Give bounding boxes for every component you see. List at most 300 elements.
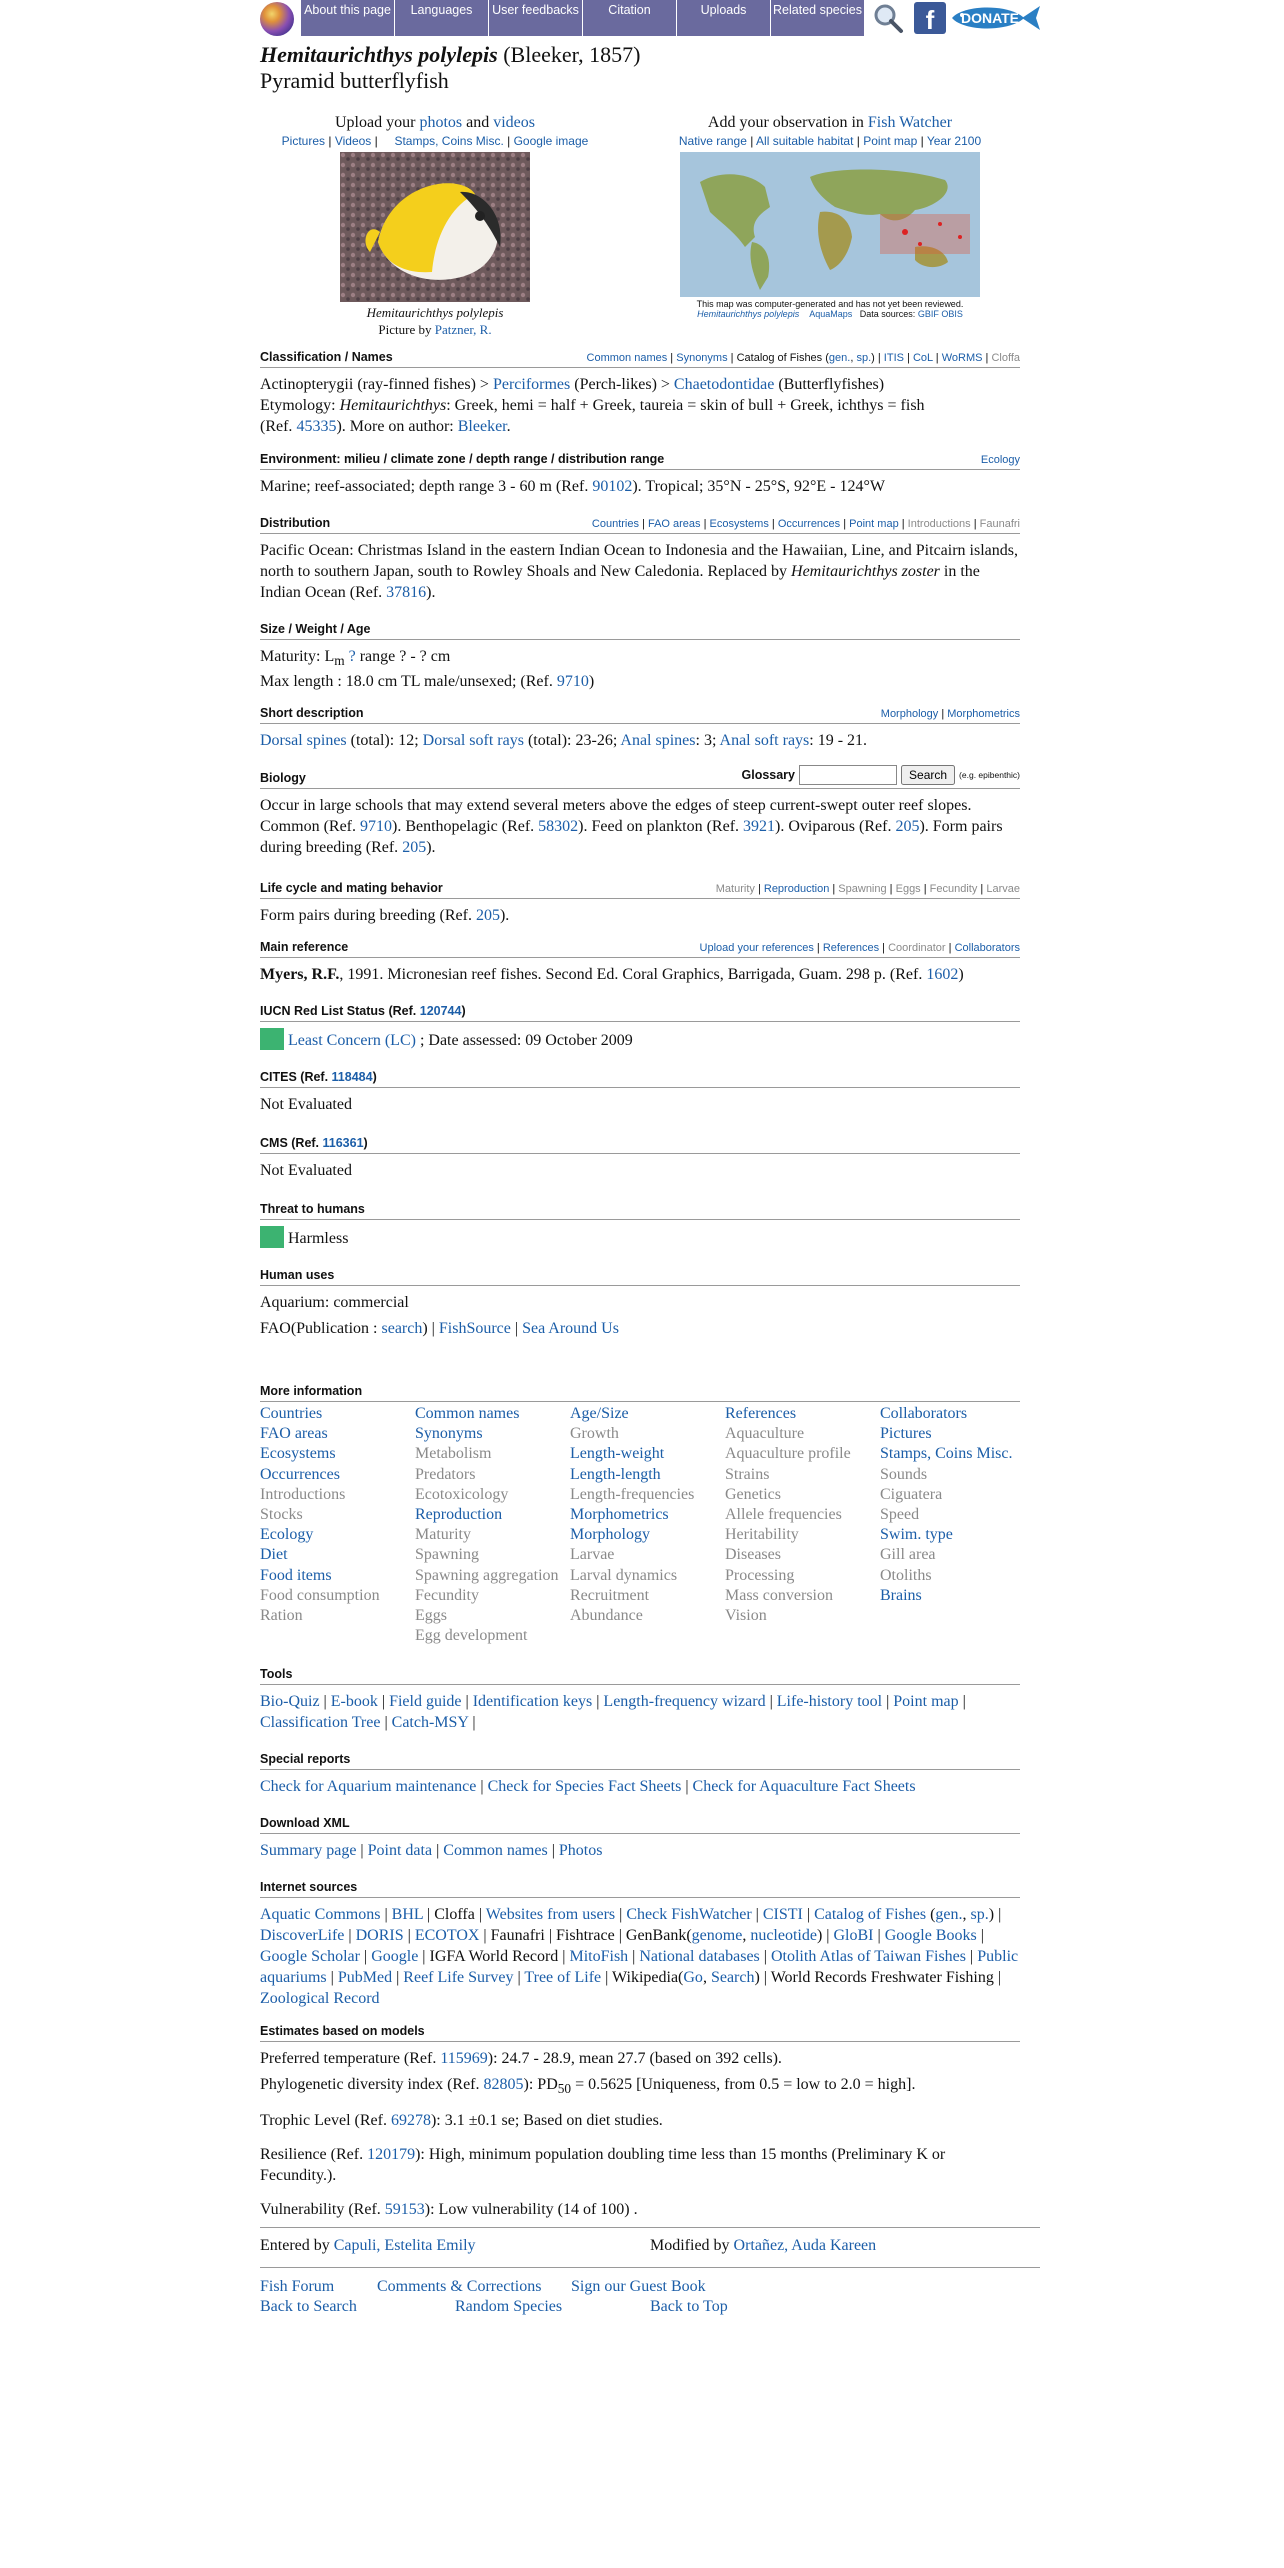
check-for-aquaculture-fact-sheets-link[interactable]: Check for Aquaculture Fact Sheets	[692, 1778, 916, 1795]
genbank-link: GenBank	[625, 1927, 687, 1944]
more-info-heritability: Heritability	[725, 1526, 799, 1544]
cms-title-post: )	[363, 1136, 368, 1150]
point-map-link[interactable]: Point map	[893, 1693, 959, 1710]
life-history-tool-link[interactable]: Life-history tool	[776, 1693, 883, 1710]
national-databases-link[interactable]: National databases	[639, 1948, 760, 1965]
environment-text-post: ). Tropical; 35°N - 25°S, 92°E - 124°W	[632, 478, 886, 495]
biology-text-2: ). Benthopelagic (Ref.	[392, 818, 539, 835]
stamps-link[interactable]: Stamps, Coins Misc.	[394, 134, 504, 148]
year-2100-link[interactable]: Year 2100	[926, 134, 982, 148]
bio-quiz-link[interactable]: Bio-Quiz	[260, 1693, 320, 1710]
more-info-sounds: Sounds	[880, 1465, 928, 1483]
more-info-brains[interactable]: Brains	[880, 1586, 922, 1604]
more-information-section	[260, 1384, 1020, 1646]
environment-text: Marine; reef-associated; depth range 3 - 60 m (Ref.	[260, 478, 593, 495]
identification-keys-link[interactable]: Identification keys	[472, 1693, 593, 1710]
ref-90102-link[interactable]: 90102	[592, 478, 633, 495]
separator: |	[461, 1693, 473, 1710]
fishbase-logo-icon[interactable]	[260, 2, 294, 36]
more-info-fecundity: Fecundity	[415, 1586, 479, 1604]
tools-section	[260, 1667, 1020, 1733]
more-info-fao-areas[interactable]: FAO areas	[260, 1425, 328, 1443]
internet-sources-title: Internet sources	[260, 1880, 358, 1894]
biology-text-5: ). Form pairs during breeding (Ref.	[260, 818, 1003, 856]
main-reference-title: Main reference	[260, 940, 349, 954]
separator: |	[882, 1693, 894, 1710]
eggs-label: Eggs	[895, 883, 921, 895]
resilience-post: ): High, minimum population doubling time less than 15 months (Preliminary K or Fecundity.).	[260, 2146, 946, 2185]
separator: )	[816, 1927, 823, 1944]
more-info-otoliths: Otoliths	[880, 1566, 932, 1584]
donate-button[interactable]	[950, 2, 1042, 34]
more-info-gill-area: Gill area	[880, 1546, 936, 1564]
more-info-growth: Growth	[570, 1425, 619, 1443]
more-info-larval-dynamics: Larval dynamics	[570, 1566, 678, 1584]
more-info-morphology[interactable]: Morphology	[570, 1526, 650, 1544]
facebook-icon[interactable]: f	[914, 2, 946, 34]
public-aquariums-link[interactable]: Public aquariums	[260, 1948, 1019, 1986]
classification-body	[260, 374, 1020, 437]
wikipedia-go-link[interactable]: Go	[683, 1969, 703, 1986]
iucn-title	[260, 1004, 466, 1018]
point-data-link[interactable]: Point data	[367, 1842, 433, 1859]
tools-title: Tools	[260, 1667, 293, 1681]
scientific-name: Hemitaurichthys polylepis	[260, 42, 498, 67]
separator: |	[344, 1927, 356, 1944]
fao-pre: FAO(Publication :	[260, 1320, 382, 1337]
bhl-link[interactable]: BHL	[391, 1906, 424, 1923]
max-length-end: )	[588, 673, 595, 691]
lifecycle-section: Life cycle and mating behavior Maturity | Reproduction | Spawning | Eggs | Fecundity | Larvae Form pairs during breeding (Ref. 205).	[260, 881, 1020, 924]
google-scholar-link[interactable]: Google Scholar	[260, 1948, 360, 1965]
separator: |	[628, 1948, 640, 1965]
doris-link[interactable]: DORIS	[355, 1927, 404, 1944]
guest-book-link[interactable]: Sign our Guest Book	[571, 2278, 706, 2295]
footer-divider-2	[260, 2267, 1040, 2268]
separator: |	[423, 1906, 435, 1923]
ref-45335-link[interactable]: 45335	[296, 418, 337, 435]
class-text: Actinopterygii (ray-finned fishes) >	[260, 376, 493, 393]
separator: |	[994, 1906, 1002, 1923]
more-info-spawning: Spawning	[415, 1546, 479, 1564]
spawning-label: Spawning	[838, 883, 887, 895]
separator: |	[432, 1842, 444, 1859]
order-common: (Perch-likes) >	[570, 376, 674, 393]
summary-page-link[interactable]: Summary page	[260, 1842, 357, 1859]
morphometrics-link[interactable]: Morphometrics	[947, 708, 1020, 720]
ecotox-link[interactable]: ECOTOX	[414, 1927, 480, 1944]
anal-spines-value: : 3;	[695, 732, 720, 749]
tab-user-feedbacks[interactable]: User feedbacks	[488, 0, 582, 36]
more-info-ecotoxicology: Ecotoxicology	[415, 1485, 509, 1503]
more-info-genetics: Genetics	[725, 1485, 781, 1503]
map-note: This map was computer-generated and has not yet been reviewed.	[696, 299, 964, 309]
temp-post: ): 24.7 - 28.9, mean 27.7 (based on 392 cells).	[487, 2050, 782, 2067]
maturity-label-lc: Maturity	[715, 883, 755, 895]
more-info-speed: Speed	[880, 1506, 920, 1524]
short-description-title: Short description	[260, 706, 364, 720]
more-info-synonyms[interactable]: Synonyms	[415, 1425, 483, 1443]
separator: |	[547, 1842, 559, 1859]
more-info-metabolism: Metabolism	[415, 1445, 492, 1463]
more-info-column	[570, 1404, 725, 1646]
common-name: Pyramid butterflyfish	[260, 68, 449, 93]
ecosystems-link[interactable]: Ecosystems	[709, 518, 769, 530]
ref-1602-link[interactable]: 1602	[926, 966, 959, 983]
common-names-link[interactable]: Common names	[586, 352, 668, 364]
catalog-label: Catalog of Fishes (	[736, 352, 829, 364]
pd-mid: ): PD	[523, 2076, 558, 2093]
internet-cof-sp-link[interactable]: sp.	[970, 1906, 989, 1923]
more-info-ration: Ration	[260, 1607, 303, 1625]
catch-msy-link[interactable]: Catch-MSY	[391, 1714, 469, 1731]
reef-life-survey-link[interactable]: Reef Life Survey	[403, 1969, 514, 1986]
more-info-age-size[interactable]: Age/Size	[570, 1405, 629, 1422]
bio-ref-9710-link[interactable]: 9710	[360, 818, 392, 835]
common-names-link[interactable]: Common names	[443, 1842, 548, 1859]
point-map-dist-link[interactable]: Point map	[849, 518, 899, 530]
google-image-link[interactable]: Google image	[513, 134, 589, 148]
zoological-record-link[interactable]: Zoological Record	[260, 1990, 380, 2007]
lifecycle-text: Form pairs during breeding (Ref.	[260, 907, 476, 924]
cms-section	[260, 1136, 1020, 1181]
separator: ,	[742, 1927, 751, 1944]
cites-text: Not Evaluated	[260, 1096, 352, 1113]
catalog-of-fishes-link[interactable]: Catalog of Fishes	[814, 1906, 927, 1923]
map-species-link[interactable]	[697, 309, 799, 319]
more-information-title: More information	[260, 1384, 363, 1398]
cms-text: Not Evaluated	[260, 1162, 352, 1179]
add-observation-text: Add your observation in	[707, 114, 868, 131]
separator: |	[802, 1906, 815, 1923]
distribution-map[interactable]	[680, 152, 980, 297]
glossary-search-button[interactable]: Search	[901, 765, 955, 785]
native-range-link[interactable]: Native range	[678, 134, 747, 148]
more-info-stocks: Stocks	[260, 1506, 303, 1524]
donate-label: DONATE	[960, 10, 1020, 26]
maturity-link[interactable]: ?	[348, 648, 356, 665]
check-for-species-fact-sheets-link[interactable]: Check for Species Fact Sheets	[487, 1778, 682, 1795]
photos-link[interactable]: Photos	[558, 1842, 603, 1859]
bio-ref-58302-link[interactable]: 58302	[538, 818, 579, 835]
more-info-stamps-coins-misc[interactable]: Stamps, Coins Misc.	[880, 1445, 1013, 1463]
bio-ref-3921-link[interactable]: 3921	[743, 818, 776, 835]
e-book-link[interactable]: E-book	[330, 1693, 378, 1710]
ref-116361-link[interactable]: 116361	[322, 1136, 364, 1150]
least-concern-link[interactable]: Least Concern (LC)	[288, 1032, 416, 1049]
worms-link[interactable]: WoRMS	[941, 352, 983, 364]
classification-tree-link[interactable]: Classification Tree	[260, 1714, 381, 1731]
more-info-food-items[interactable]: Food items	[260, 1566, 332, 1584]
species-photo[interactable]	[340, 152, 530, 302]
separator: |	[377, 1693, 390, 1710]
fao-areas-link[interactable]: FAO areas	[647, 518, 701, 530]
tools-list	[260, 1691, 1020, 1733]
more-info-pictures[interactable]: Pictures	[880, 1425, 932, 1443]
photos-link[interactable]: photos	[419, 114, 463, 131]
igfa-world-record-link: IGFA World Record	[429, 1948, 559, 1965]
websites-from-users-link[interactable]: Websites from users	[485, 1906, 616, 1923]
tab-languages[interactable]: Languages	[394, 0, 488, 36]
distribution-section: Distribution Countries | FAO areas | Ecosystems | Occurrences | Point map | Introductions | Faunafri Pacific Ocean: Christmas Island in the eastern Indian Ocean to Indonesia and the Hawaiian, Line, and Pitcairn islands, north to southern Japan, south to Rowley Shoals and New Caledonia. Replaced by Hemitaurichthys zoster in the Indian Ocean (Ref. 37816).	[260, 516, 1020, 601]
bio-ref-205b-link[interactable]: 205	[402, 839, 427, 856]
more-info-eggs: Eggs	[415, 1607, 447, 1625]
more-info-countries[interactable]: Countries	[260, 1405, 323, 1422]
maturity-range: range ? - ? cm	[355, 648, 451, 665]
more-info-diet[interactable]: Diet	[260, 1546, 288, 1564]
videos-sub-link[interactable]: Videos	[334, 134, 372, 148]
internet-cof-gen-link[interactable]: gen.	[935, 1906, 963, 1923]
anal-soft-rays-link[interactable]: Anal soft rays	[719, 732, 810, 749]
paren-close: )	[871, 352, 875, 364]
ref-82805-link[interactable]: 82805	[483, 2076, 524, 2093]
itis-link[interactable]: ITIS	[883, 352, 904, 364]
separator: |	[759, 1948, 771, 1965]
iucn-status-swatch	[260, 1028, 284, 1050]
map-species-name: Hemitaurichthys polylepis	[697, 309, 800, 319]
separator: |	[822, 1927, 834, 1944]
ref-author: Myers, R.F.	[260, 966, 340, 983]
human-uses-title: Human uses	[260, 1268, 335, 1282]
ecology-link[interactable]: Ecology	[980, 454, 1020, 466]
separator: |	[765, 1693, 777, 1710]
download-xml-section	[260, 1816, 1020, 1861]
more-info-reproduction[interactable]: Reproduction	[415, 1506, 503, 1524]
short-description-section: Short description Morphology | Morphometrics Dorsal spines (total): 12; Dorsal soft rays (total): 23-26; Anal spines: 3; Anal soft rays: 19 - 21.	[260, 706, 1020, 749]
point-map-link[interactable]: Point map	[863, 134, 918, 148]
tab-uploads[interactable]: Uploads	[676, 0, 770, 36]
more-info-ecology[interactable]: Ecology	[260, 1526, 314, 1544]
download-xml-list	[260, 1840, 1020, 1861]
separator: |	[993, 1969, 1002, 1986]
wikipedia-search-link[interactable]: Search	[710, 1969, 755, 1986]
more-info-morphometrics[interactable]: Morphometrics	[570, 1506, 669, 1524]
map-panel: Add your observation in Fish Watcher Native range | All suitable habitat | Point map | Year 2100 This map was computer-generated and has not yet been reviewed. Hemitaurichthys polylepis AquaMaps Data sources: GBIF OBIS	[660, 113, 1000, 319]
more-info-allele-frequencies: Allele frequencies	[725, 1506, 842, 1524]
more-info-introductions: Introductions	[260, 1485, 346, 1503]
species-title	[260, 42, 640, 94]
cisti-link[interactable]: CISTI	[762, 1906, 803, 1923]
world-records-freshwater-fishing-link: World Records Freshwater Fishing	[770, 1969, 994, 1986]
ref-9710-link[interactable]: 9710	[556, 673, 589, 691]
cof-gen-link[interactable]: gen.	[828, 352, 851, 364]
comments-link[interactable]: Comments & Corrections	[377, 2278, 542, 2295]
more-info-vision: Vision	[725, 1607, 767, 1625]
gbif-obis-link[interactable]: GBIF OBIS	[917, 309, 963, 319]
entered-by-label: Entered by	[260, 2237, 334, 2254]
tab-citation[interactable]: Citation	[582, 0, 676, 36]
more-info-column	[725, 1404, 880, 1646]
occurrences-link[interactable]: Occurrences	[777, 518, 841, 530]
special-reports-title: Special reports	[260, 1752, 351, 1766]
genbank-genome-link[interactable]: genome	[691, 1927, 743, 1944]
and-text: and	[462, 114, 494, 131]
random-species-link[interactable]: Random Species	[455, 2298, 563, 2315]
faunafri-label: Faunafri	[979, 518, 1020, 530]
more-info-aquaculture-profile: Aquaculture profile	[725, 1445, 851, 1463]
separator: |	[380, 1714, 392, 1731]
lc-ref-205-link[interactable]: 205	[475, 907, 500, 924]
download-xml-title: Download XML	[260, 1816, 350, 1830]
aquatic-commons-link[interactable]: Aquatic Commons	[260, 1906, 381, 1923]
biology-title: Biology	[260, 771, 306, 785]
cites-title	[260, 1070, 377, 1084]
special-reports-section	[260, 1752, 1020, 1797]
back-to-search-link[interactable]: Back to Search	[260, 2298, 357, 2315]
reproduction-link[interactable]: Reproduction	[763, 883, 830, 895]
countries-link[interactable]: Countries	[591, 518, 639, 530]
suitable-habitat-link[interactable]: All suitable habitat	[756, 134, 854, 148]
coordinator-label: Coordinator	[888, 942, 946, 954]
dorsal-soft-rays-value: (total): 23-26;	[523, 732, 621, 749]
ref-115969-link[interactable]: 115969	[440, 2050, 488, 2067]
threat-title: Threat to humans	[260, 1202, 365, 1216]
data-sources-label: Data sources:	[859, 309, 916, 319]
anal-spines-link[interactable]: Anal spines	[620, 732, 696, 749]
more-info-length-frequencies: Length-frequencies	[570, 1485, 695, 1503]
size-title: Size / Weight / Age	[260, 622, 371, 636]
cof-sp-link[interactable]: sp.	[856, 352, 872, 364]
order-link[interactable]: Perciformes	[492, 376, 571, 393]
photo-caption: Hemitaurichthys polylepis	[366, 305, 504, 320]
modified-by-link[interactable]: Ortañez, Auda Kareen	[733, 2237, 877, 2254]
separator: |	[558, 1948, 570, 1965]
discoverlife-link[interactable]: DiscoverLife	[260, 1927, 345, 1944]
more-info-column	[415, 1404, 570, 1646]
more-info-processing: Processing	[725, 1566, 795, 1584]
ref-69278-link[interactable]: 69278	[390, 2112, 431, 2130]
more-info-length-length[interactable]: Length-length	[570, 1465, 661, 1483]
human-uses-text: Aquarium: commercial	[260, 1294, 409, 1311]
more-info-collaborators[interactable]: Collaborators	[880, 1405, 968, 1422]
fish-watcher-link[interactable]: Fish Watcher	[867, 114, 953, 131]
environment-title: Environment: milieu / climate zone / depth range / distribution range	[260, 452, 665, 466]
col-link[interactable]: CoL	[912, 352, 933, 364]
bio-ref-205a-link[interactable]: 205	[895, 818, 920, 835]
separator: |	[614, 1927, 626, 1944]
etymology-genus: Hemitaurichthys	[339, 397, 447, 414]
mitofish-link[interactable]: MitoFish	[569, 1948, 629, 1965]
ref-37816-link[interactable]: 37816	[386, 584, 427, 601]
ref-120744-link[interactable]: 120744	[419, 1004, 462, 1018]
more-info-ecosystems[interactable]: Ecosystems	[260, 1445, 336, 1463]
separator: |	[476, 1778, 488, 1795]
fish-forum-link[interactable]: Fish Forum	[260, 2278, 335, 2295]
family-link[interactable]: Chaetodontidae	[673, 376, 775, 393]
separator: |	[468, 1714, 476, 1731]
zoster-name: Hemitaurichthys zoster	[791, 563, 940, 580]
check-for-aquarium-maintenance-link[interactable]: Check for Aquarium maintenance	[260, 1778, 477, 1795]
more-info-occurrences[interactable]: Occurrences	[260, 1465, 340, 1483]
upload-references-link[interactable]: Upload your references	[699, 942, 814, 954]
separator: ,	[962, 1906, 971, 1923]
maturity-label: Maturity: L	[260, 648, 335, 665]
internet-sources-list	[260, 1904, 1020, 2009]
more-info-swim-type[interactable]: Swim. type	[880, 1526, 953, 1544]
etymology-text: : Greek, hemi = half + Greek, taureia = skin of bull + Greek, ichthys = fish	[446, 397, 925, 414]
morphology-link[interactable]: Morphology	[880, 708, 939, 720]
separator: |	[544, 1927, 557, 1944]
human-sep: |	[510, 1320, 523, 1337]
videos-link[interactable]: videos	[493, 114, 535, 131]
cms-title	[260, 1136, 368, 1150]
pubmed-link[interactable]: PubMed	[337, 1969, 393, 1986]
dorsal-soft-rays-link[interactable]: Dorsal soft rays	[422, 732, 524, 749]
separator: |	[326, 1969, 338, 1986]
separator: |	[513, 1969, 525, 1986]
separator: )	[988, 1906, 995, 1923]
more-info-length-weight[interactable]: Length-weight	[570, 1445, 665, 1463]
more-info-references[interactable]: References	[725, 1405, 797, 1422]
tab-about[interactable]: About this page	[300, 0, 394, 36]
dorsal-spines-link[interactable]: Dorsal spines	[260, 732, 347, 749]
max-length: Max length : 18.0 cm TL male/unsexed; (Ref.	[260, 673, 557, 691]
search-icon[interactable]	[872, 2, 904, 34]
cites-title-post: )	[372, 1070, 377, 1084]
length-frequency-wizard-link[interactable]: Length-frequency wizard	[603, 1693, 766, 1710]
google-books-link[interactable]: Google Books	[884, 1927, 977, 1944]
fishsource-link[interactable]: FishSource	[438, 1320, 511, 1337]
family-common: (Butterflyfishes)	[774, 376, 885, 393]
ref-59153-link[interactable]: 59153	[384, 2201, 425, 2219]
glossary-input[interactable]	[799, 765, 897, 785]
synonyms-link[interactable]: Synonyms	[676, 352, 728, 364]
tab-related-species[interactable]: Related species	[770, 0, 864, 36]
ref-118484-link[interactable]: 118484	[331, 1070, 373, 1084]
maturity-sub: m	[334, 653, 345, 669]
back-to-top-link[interactable]: Back to Top	[650, 2298, 728, 2315]
fecundity-label: Fecundity	[929, 883, 978, 895]
estimates-title: Estimates based on models	[260, 2024, 425, 2038]
biology-text-1: Occur in large schools that may extend several meters above the edges of steep current-swept outer reef slopes. Common (Ref.	[260, 797, 972, 835]
vulnerability-pre: Vulnerability (Ref.	[260, 2201, 385, 2219]
pictures-link[interactable]: Pictures	[281, 134, 326, 148]
check-fishwatcher-link[interactable]: Check FishWatcher	[626, 1906, 752, 1923]
cloffa-label: Cloffa	[991, 352, 1020, 364]
bleeker-link[interactable]: Bleeker	[457, 418, 507, 435]
otolith-atlas-of-taiwan-fishes-link[interactable]: Otolith Atlas of Taiwan Fishes	[770, 1948, 967, 1965]
ref-120179-link[interactable]: 120179	[367, 2146, 416, 2164]
field-guide-link[interactable]: Field guide	[389, 1693, 462, 1710]
more-info-ciguatera: Ciguatera	[880, 1485, 943, 1503]
separator: (	[686, 1927, 692, 1944]
sea-around-us-link[interactable]: Sea Around Us	[522, 1320, 619, 1337]
ref-text: , 1991. Micronesian reef fishes. Second Ed. Coral Graphics, Barrigada, Guam. 298 p. (Ref.	[339, 966, 927, 983]
google-link[interactable]: Google	[371, 1948, 419, 1965]
aquamaps-link[interactable]: AquaMaps	[809, 309, 853, 319]
temp-pre: Preferred temperature (Ref.	[260, 2050, 441, 2067]
vulnerability-post: ): Low vulnerability (14 of 100) .	[424, 2201, 638, 2219]
separator: |	[966, 1948, 978, 1965]
references-link[interactable]: References	[822, 942, 880, 954]
genbank-nucleotide-link[interactable]: nucleotide	[750, 1927, 817, 1944]
threat-text: Harmless	[288, 1230, 349, 1247]
separator: |	[592, 1693, 604, 1710]
photographer-link[interactable]: Patzner, R.	[434, 322, 492, 337]
resilience-pre: Resilience (Ref.	[260, 2146, 368, 2164]
biology-text-3: ). Feed on plankton (Ref.	[578, 818, 744, 835]
harmless-swatch	[260, 1226, 284, 1248]
tree-of-life-link[interactable]: Tree of Life	[524, 1969, 602, 1986]
fao-search-link[interactable]: search	[381, 1320, 423, 1337]
separator: (	[926, 1906, 936, 1923]
collaborators-link[interactable]: Collaborators	[954, 942, 1020, 954]
cms-title-pre: CMS (Ref.	[260, 1136, 323, 1150]
globi-link[interactable]: GloBI	[833, 1927, 874, 1944]
entered-by-link[interactable]: Capuli, Estelita Emily	[333, 2237, 476, 2254]
more-info-common-names[interactable]: Common names	[415, 1405, 520, 1422]
classification-title: Classification / Names	[260, 350, 393, 364]
